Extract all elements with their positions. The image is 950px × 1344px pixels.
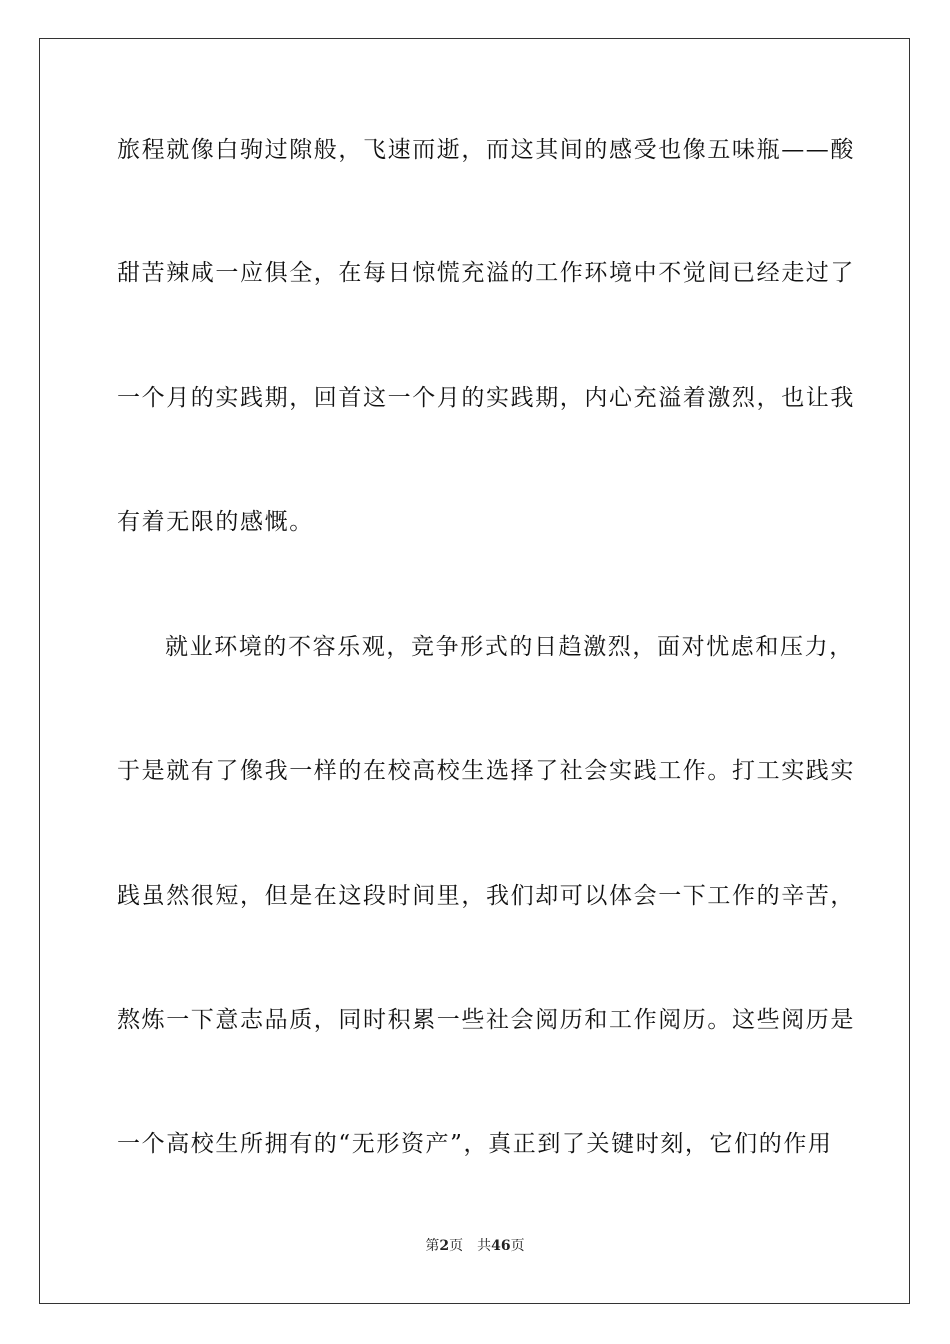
text-line: 熬炼一下意志品质，同时积累一些社会阅历和工作阅历。这些阅历是 xyxy=(117,1007,855,1033)
page-frame xyxy=(39,38,910,1304)
page-prefix: 第 xyxy=(425,1238,440,1254)
text-line: 一个月的实践期，回首这一个月的实践期，内心充溢着激烈，也让我 xyxy=(117,385,855,411)
text-line: 甜苦辣咸一应俱全，在每日惊慌充溢的工作环境中不觉间已经走过了 xyxy=(117,260,855,286)
text-line: 践虽然很短，但是在这段时间里，我们却可以体会一下工作的辛苦， xyxy=(117,883,855,909)
text-line: 旅程就像白驹过隙般，飞速而逝，而这其间的感受也像五味瓶——酸 xyxy=(117,137,855,163)
page-suffix: 页 xyxy=(449,1238,464,1254)
total-suffix: 页 xyxy=(510,1238,525,1254)
total-pages: 46 xyxy=(491,1238,511,1254)
text-line: 一个高校生所拥有的“无形资产”，真正到了关键时刻，它们的作用 xyxy=(117,1131,833,1157)
page-footer xyxy=(0,1236,950,1256)
text-line-indented: 就业环境的不容乐观，竞争形式的日趋激烈，面对忧虑和压力， xyxy=(165,634,854,660)
page-number: 2 xyxy=(439,1238,450,1254)
text-line: 于是就有了像我一样的在校高校生选择了社会实践工作。打工实践实 xyxy=(117,758,855,784)
text-line: 有着无限的感慨。 xyxy=(117,509,314,535)
total-prefix: 共 xyxy=(477,1238,492,1254)
